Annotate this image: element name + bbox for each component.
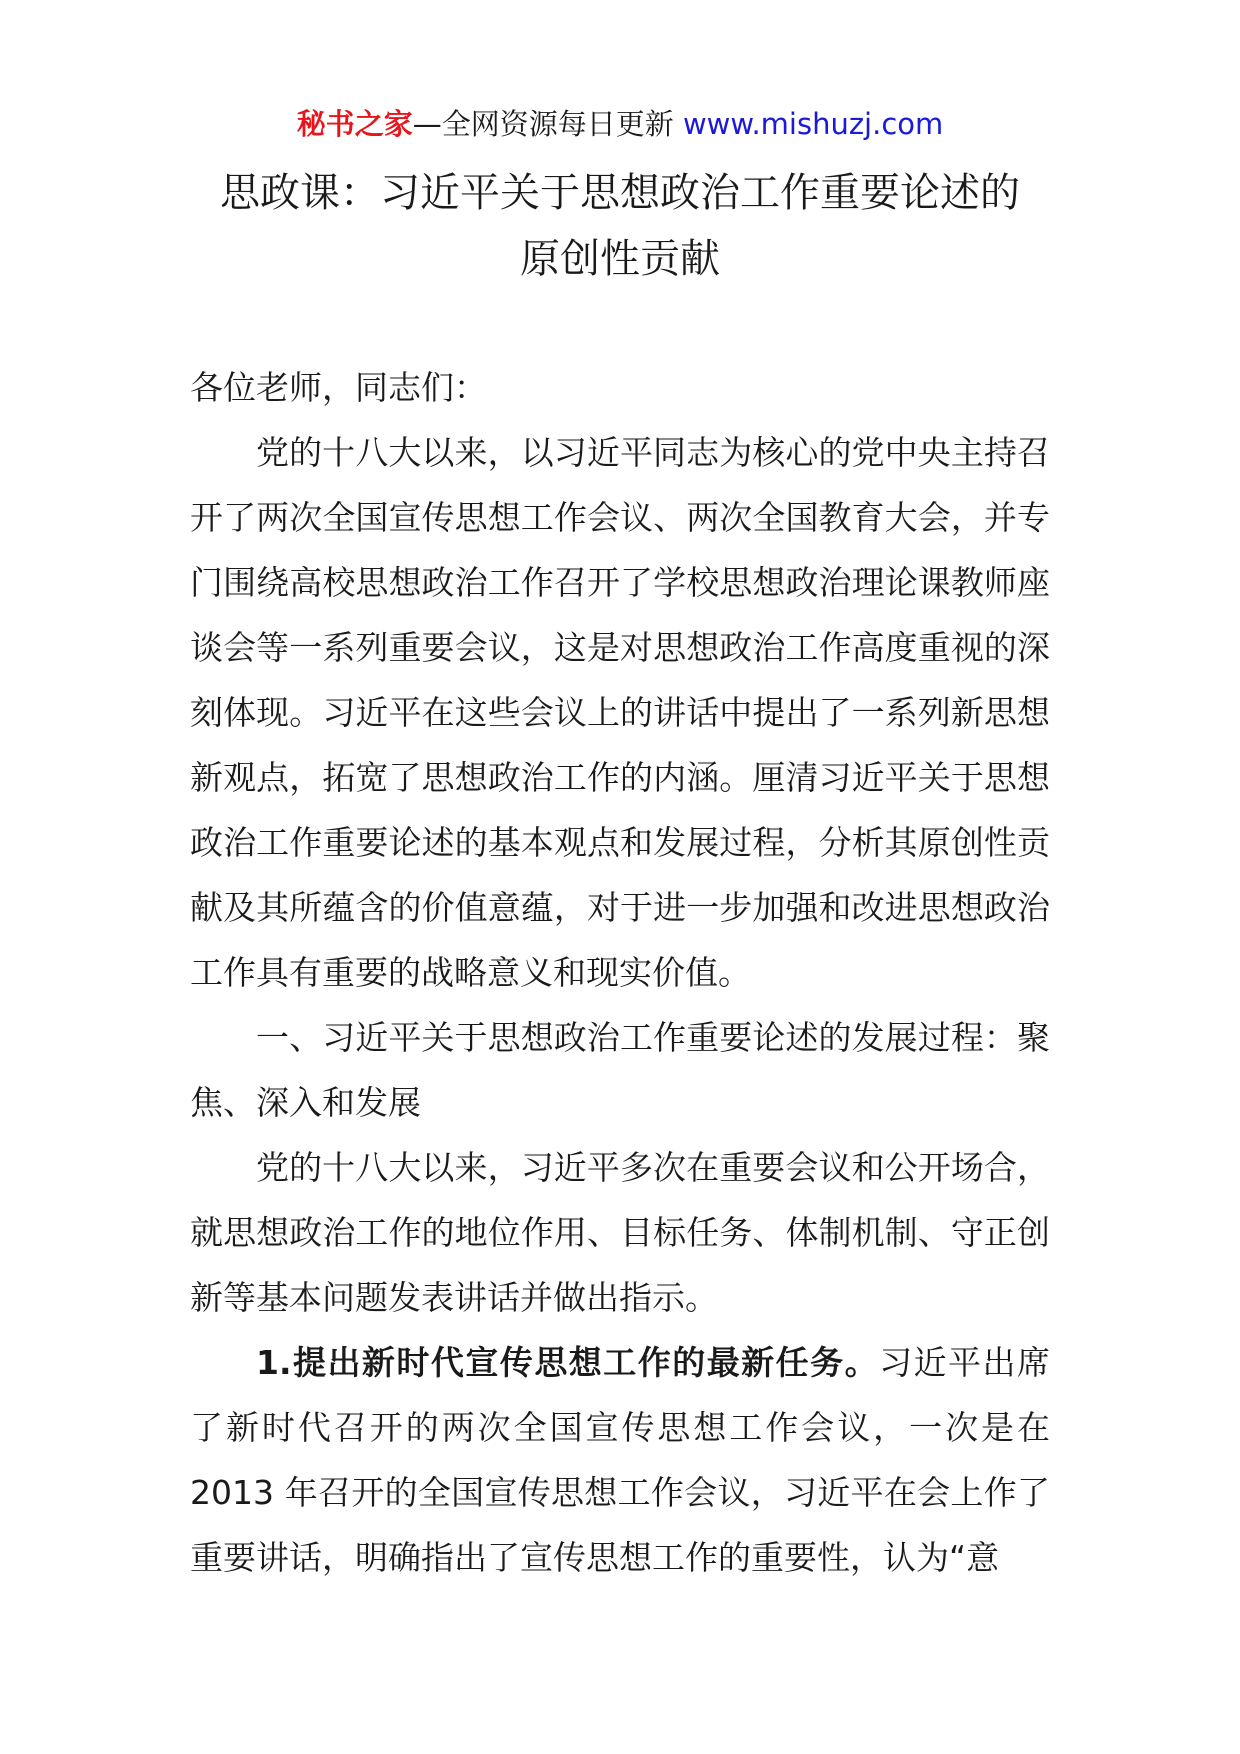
paragraph-point-1 [190, 1330, 1050, 1590]
paragraph-development: 党的十八大以来，习近平多次在重要会议和公开场合，就思想政治工作的地位作用、目标任务、体制机制、守正创新等基本问题发表讲话并做出指示。 [190, 1148, 1050, 1317]
title-line-2: 原创性贡献 [520, 236, 720, 282]
header-tagline: —全网资源每日更新 [412, 107, 683, 141]
document-body [190, 355, 1050, 1590]
point-1-lead: 1.提出新时代宣传思想工作的最新任务。 [256, 1343, 880, 1382]
title-line-1: 思政课：习近平关于思想政治工作重要论述的 [220, 170, 1020, 216]
point-1-text: 习近平出席了新时代召开的两次全国宣传思想工作会议，一次是在 2013 年召开的全国宣传思想工作会议，习近平在会上作了重要讲话，明确指出了宣传思想工作的重要性，认为“意 [190, 1343, 1051, 1577]
salutation: 各位老师，同志们： [190, 368, 487, 407]
section-heading-1: 一、习近平关于思想政治工作重要论述的发展过程：聚焦、深入和发展 [190, 1018, 1050, 1122]
brand-name: 秘书之家 [296, 107, 413, 141]
paragraph-intro: 党的十八大以来，以习近平同志为核心的党中央主持召开了两次全国宣传思想工作会议、两次全国教育大会，并专门围绕高校思想政治工作召开了学校思想政治理论课教师座谈会等一系列重要会议，这是对思想政治工作高度重视的深刻体现。习近平在这些会议上的讲话中提出了一系列新思想新观点，拓宽了思想政治工作的内涵。厘清习近平关于思想政治工作重要论述的基本观点和发展过程，分析其原创性贡献及其所蕴含的价值意蕴，对于进一步加强和改进思想政治工作具有重要的战略意义和现实价值。 [190, 433, 1050, 992]
document-title [0, 160, 1240, 292]
site-url-link[interactable]: www.mishuzj.com [682, 107, 944, 141]
site-header [0, 104, 1240, 144]
